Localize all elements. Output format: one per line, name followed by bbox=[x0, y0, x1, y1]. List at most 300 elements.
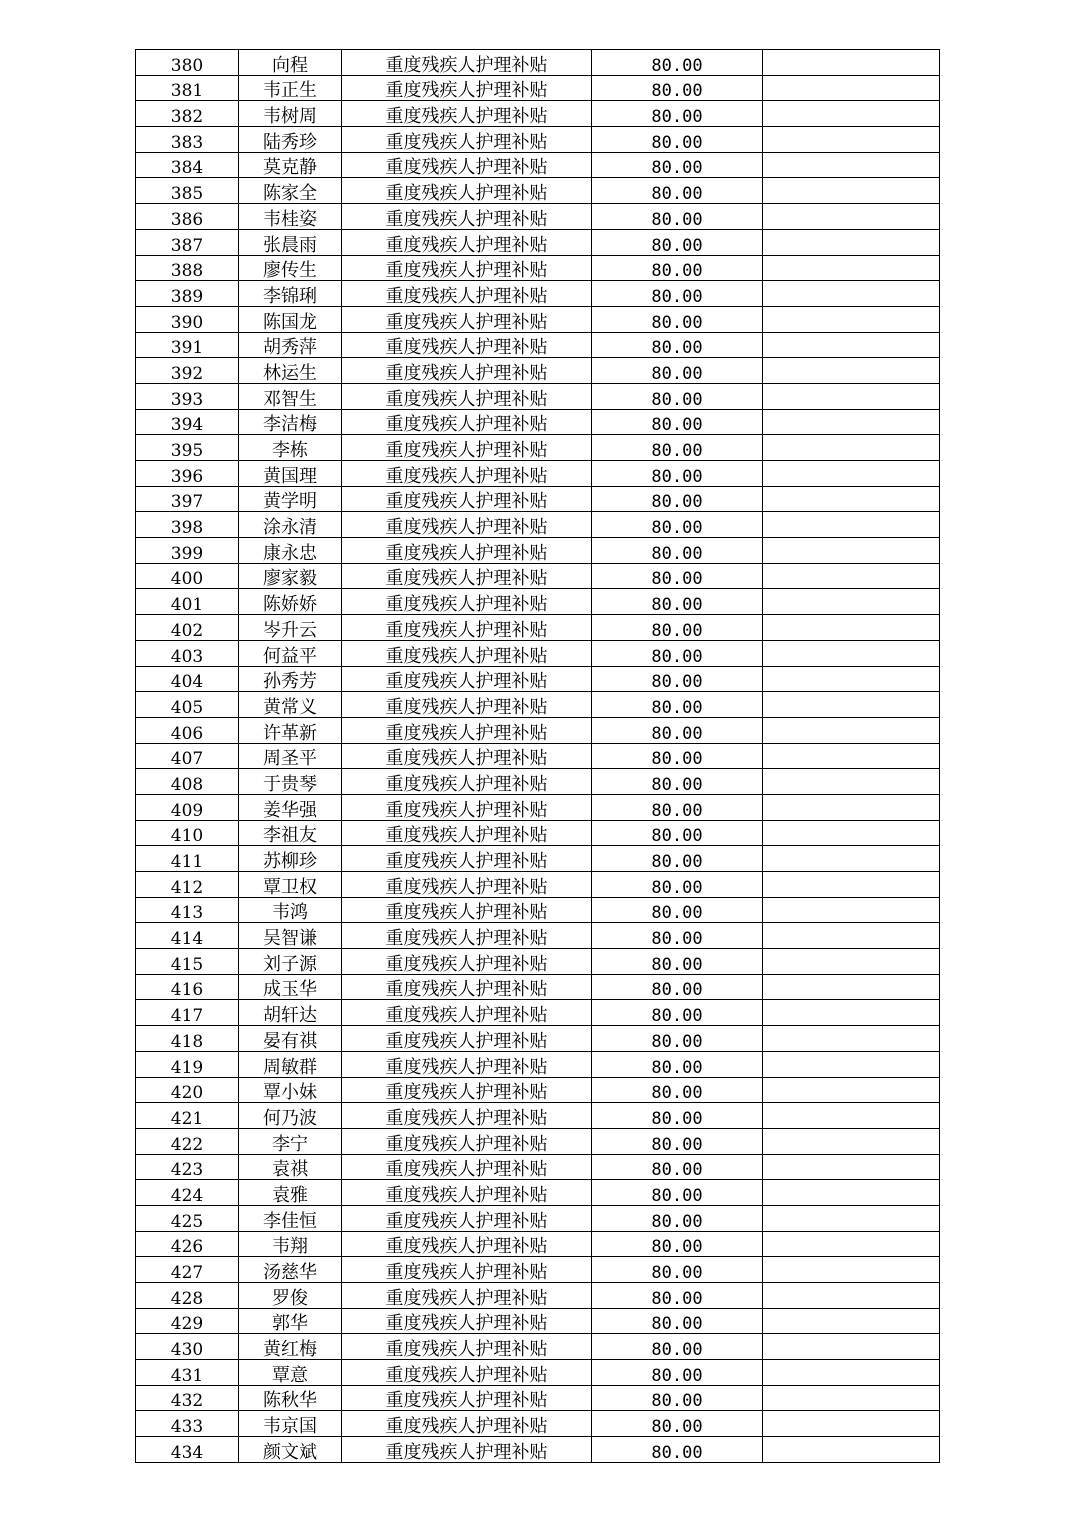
recipient-name-cell: 胡秀萍 bbox=[239, 332, 342, 358]
recipient-name-cell: 吴智谦 bbox=[239, 923, 342, 949]
row-number-cell: 419 bbox=[136, 1051, 239, 1077]
amount-cell: 80.00 bbox=[592, 1231, 763, 1257]
subsidy-table bbox=[135, 49, 940, 1463]
subsidy-type-cell: 重度残疾人护理补贴 bbox=[342, 1385, 592, 1411]
row-number-cell: 420 bbox=[136, 1077, 239, 1103]
table-row bbox=[136, 255, 940, 281]
row-number-cell: 383 bbox=[136, 127, 239, 153]
recipient-name-cell: 韦树周 bbox=[239, 101, 342, 127]
note-cell bbox=[763, 461, 940, 487]
amount-cell: 80.00 bbox=[592, 1283, 763, 1309]
recipient-name-cell: 覃卫权 bbox=[239, 872, 342, 898]
subsidy-type-cell: 重度残疾人护理补贴 bbox=[342, 538, 592, 564]
subsidy-type-cell: 重度残疾人护理补贴 bbox=[342, 949, 592, 975]
row-number-cell: 431 bbox=[136, 1360, 239, 1386]
amount-cell: 80.00 bbox=[592, 615, 763, 641]
amount-cell: 80.00 bbox=[592, 897, 763, 923]
note-cell bbox=[763, 435, 940, 461]
recipient-name-cell: 胡轩达 bbox=[239, 1000, 342, 1026]
recipient-name-cell: 汤慈华 bbox=[239, 1257, 342, 1283]
recipient-name-cell: 许革新 bbox=[239, 717, 342, 743]
subsidy-type-cell: 重度残疾人护理补贴 bbox=[342, 512, 592, 538]
subsidy-type-cell: 重度残疾人护理补贴 bbox=[342, 1334, 592, 1360]
recipient-name-cell: 袁祺 bbox=[239, 1154, 342, 1180]
recipient-name-cell: 何益平 bbox=[239, 640, 342, 666]
subsidy-type-cell: 重度残疾人护理补贴 bbox=[342, 1231, 592, 1257]
subsidy-type-cell: 重度残疾人护理补贴 bbox=[342, 1283, 592, 1309]
table-row bbox=[136, 1051, 940, 1077]
subsidy-type-cell: 重度残疾人护理补贴 bbox=[342, 486, 592, 512]
table-row bbox=[136, 281, 940, 307]
row-number-cell: 385 bbox=[136, 178, 239, 204]
row-number-cell: 396 bbox=[136, 461, 239, 487]
amount-cell: 80.00 bbox=[592, 1437, 763, 1463]
table-row bbox=[136, 640, 940, 666]
note-cell bbox=[763, 949, 940, 975]
note-cell bbox=[763, 897, 940, 923]
note-cell bbox=[763, 794, 940, 820]
subsidy-type-cell: 重度残疾人护理补贴 bbox=[342, 717, 592, 743]
subsidy-type-cell: 重度残疾人护理补贴 bbox=[342, 1205, 592, 1231]
note-cell bbox=[763, 538, 940, 564]
row-number-cell: 429 bbox=[136, 1308, 239, 1334]
table-row bbox=[136, 1231, 940, 1257]
recipient-name-cell: 李宁 bbox=[239, 1128, 342, 1154]
note-cell bbox=[763, 1360, 940, 1386]
amount-cell: 80.00 bbox=[592, 178, 763, 204]
amount-cell: 80.00 bbox=[592, 949, 763, 975]
table-row bbox=[136, 178, 940, 204]
row-number-cell: 402 bbox=[136, 615, 239, 641]
note-cell bbox=[763, 769, 940, 795]
recipient-name-cell: 袁雅 bbox=[239, 1180, 342, 1206]
note-cell bbox=[763, 1051, 940, 1077]
amount-cell: 80.00 bbox=[592, 717, 763, 743]
table-row bbox=[136, 75, 940, 101]
table-row bbox=[136, 1103, 940, 1129]
note-cell bbox=[763, 1411, 940, 1437]
row-number-cell: 427 bbox=[136, 1257, 239, 1283]
recipient-name-cell: 姜华强 bbox=[239, 794, 342, 820]
recipient-name-cell: 于贵琴 bbox=[239, 769, 342, 795]
row-number-cell: 407 bbox=[136, 743, 239, 769]
subsidy-type-cell: 重度残疾人护理补贴 bbox=[342, 666, 592, 692]
note-cell bbox=[763, 1231, 940, 1257]
note-cell bbox=[763, 1283, 940, 1309]
subsidy-type-cell: 重度残疾人护理补贴 bbox=[342, 897, 592, 923]
note-cell bbox=[763, 1308, 940, 1334]
row-number-cell: 408 bbox=[136, 769, 239, 795]
table-row bbox=[136, 152, 940, 178]
note-cell bbox=[763, 1437, 940, 1463]
subsidy-type-cell: 重度残疾人护理补贴 bbox=[342, 846, 592, 872]
subsidy-type-cell: 重度残疾人护理补贴 bbox=[342, 229, 592, 255]
recipient-name-cell: 郭华 bbox=[239, 1308, 342, 1334]
note-cell bbox=[763, 101, 940, 127]
amount-cell: 80.00 bbox=[592, 75, 763, 101]
note-cell bbox=[763, 204, 940, 230]
table-row bbox=[136, 229, 940, 255]
row-number-cell: 381 bbox=[136, 75, 239, 101]
row-number-cell: 394 bbox=[136, 409, 239, 435]
recipient-name-cell: 李锦琍 bbox=[239, 281, 342, 307]
note-cell bbox=[763, 1103, 940, 1129]
amount-cell: 80.00 bbox=[592, 743, 763, 769]
row-number-cell: 433 bbox=[136, 1411, 239, 1437]
amount-cell: 80.00 bbox=[592, 820, 763, 846]
recipient-name-cell: 陈秋华 bbox=[239, 1385, 342, 1411]
subsidy-type-cell: 重度残疾人护理补贴 bbox=[342, 589, 592, 615]
table-row bbox=[136, 563, 940, 589]
row-number-cell: 434 bbox=[136, 1437, 239, 1463]
row-number-cell: 400 bbox=[136, 563, 239, 589]
table-row bbox=[136, 358, 940, 384]
table-row bbox=[136, 1077, 940, 1103]
note-cell bbox=[763, 666, 940, 692]
note-cell bbox=[763, 717, 940, 743]
subsidy-type-cell: 重度残疾人护理补贴 bbox=[342, 435, 592, 461]
table-row bbox=[136, 794, 940, 820]
recipient-name-cell: 苏柳珍 bbox=[239, 846, 342, 872]
recipient-name-cell: 黄国理 bbox=[239, 461, 342, 487]
recipient-name-cell: 廖传生 bbox=[239, 255, 342, 281]
row-number-cell: 417 bbox=[136, 1000, 239, 1026]
note-cell bbox=[763, 152, 940, 178]
table-row bbox=[136, 538, 940, 564]
table-row bbox=[136, 589, 940, 615]
recipient-name-cell: 韦翔 bbox=[239, 1231, 342, 1257]
amount-cell: 80.00 bbox=[592, 281, 763, 307]
subsidy-type-cell: 重度残疾人护理补贴 bbox=[342, 1000, 592, 1026]
subsidy-type-cell: 重度残疾人护理补贴 bbox=[342, 1077, 592, 1103]
note-cell bbox=[763, 306, 940, 332]
table-row bbox=[136, 666, 940, 692]
table-row bbox=[136, 743, 940, 769]
table-row bbox=[136, 101, 940, 127]
amount-cell: 80.00 bbox=[592, 1205, 763, 1231]
subsidy-type-cell: 重度残疾人护理补贴 bbox=[342, 769, 592, 795]
row-number-cell: 415 bbox=[136, 949, 239, 975]
table-row bbox=[136, 1283, 940, 1309]
row-number-cell: 389 bbox=[136, 281, 239, 307]
recipient-name-cell: 黄学明 bbox=[239, 486, 342, 512]
note-cell bbox=[763, 923, 940, 949]
amount-cell: 80.00 bbox=[592, 204, 763, 230]
amount-cell: 80.00 bbox=[592, 923, 763, 949]
subsidy-type-cell: 重度残疾人护理补贴 bbox=[342, 974, 592, 1000]
subsidy-type-cell: 重度残疾人护理补贴 bbox=[342, 1360, 592, 1386]
amount-cell: 80.00 bbox=[592, 1026, 763, 1052]
subsidy-type-cell: 重度残疾人护理补贴 bbox=[342, 1026, 592, 1052]
note-cell bbox=[763, 1180, 940, 1206]
row-number-cell: 405 bbox=[136, 692, 239, 718]
table-row bbox=[136, 615, 940, 641]
amount-cell: 80.00 bbox=[592, 589, 763, 615]
recipient-name-cell: 李佳恒 bbox=[239, 1205, 342, 1231]
recipient-name-cell: 颜文斌 bbox=[239, 1437, 342, 1463]
table-row bbox=[136, 1205, 940, 1231]
row-number-cell: 426 bbox=[136, 1231, 239, 1257]
subsidy-type-cell: 重度残疾人护理补贴 bbox=[342, 563, 592, 589]
amount-cell: 80.00 bbox=[592, 563, 763, 589]
table-row bbox=[136, 1411, 940, 1437]
table-row bbox=[136, 435, 940, 461]
amount-cell: 80.00 bbox=[592, 127, 763, 153]
note-cell bbox=[763, 1205, 940, 1231]
note-cell bbox=[763, 409, 940, 435]
note-cell bbox=[763, 692, 940, 718]
note-cell bbox=[763, 640, 940, 666]
row-number-cell: 393 bbox=[136, 383, 239, 409]
recipient-name-cell: 陆秀珍 bbox=[239, 127, 342, 153]
row-number-cell: 390 bbox=[136, 306, 239, 332]
table-row bbox=[136, 1026, 940, 1052]
subsidy-type-cell: 重度残疾人护理补贴 bbox=[342, 1154, 592, 1180]
row-number-cell: 380 bbox=[136, 50, 239, 76]
subsidy-type-cell: 重度残疾人护理补贴 bbox=[342, 383, 592, 409]
recipient-name-cell: 岑升云 bbox=[239, 615, 342, 641]
table-row bbox=[136, 409, 940, 435]
note-cell bbox=[763, 486, 940, 512]
amount-cell: 80.00 bbox=[592, 1128, 763, 1154]
amount-cell: 80.00 bbox=[592, 1103, 763, 1129]
subsidy-type-cell: 重度残疾人护理补贴 bbox=[342, 615, 592, 641]
note-cell bbox=[763, 1154, 940, 1180]
table-row bbox=[136, 1154, 940, 1180]
row-number-cell: 430 bbox=[136, 1334, 239, 1360]
subsidy-type-cell: 重度残疾人护理补贴 bbox=[342, 204, 592, 230]
recipient-name-cell: 张晨雨 bbox=[239, 229, 342, 255]
recipient-name-cell: 涂永清 bbox=[239, 512, 342, 538]
amount-cell: 80.00 bbox=[592, 666, 763, 692]
amount-cell: 80.00 bbox=[592, 486, 763, 512]
recipient-name-cell: 李洁梅 bbox=[239, 409, 342, 435]
table-row bbox=[136, 50, 940, 76]
subsidy-type-cell: 重度残疾人护理补贴 bbox=[342, 1051, 592, 1077]
row-number-cell: 386 bbox=[136, 204, 239, 230]
row-number-cell: 401 bbox=[136, 589, 239, 615]
row-number-cell: 392 bbox=[136, 358, 239, 384]
recipient-name-cell: 韦鸿 bbox=[239, 897, 342, 923]
amount-cell: 80.00 bbox=[592, 255, 763, 281]
recipient-name-cell: 陈国龙 bbox=[239, 306, 342, 332]
table-row bbox=[136, 512, 940, 538]
note-cell bbox=[763, 872, 940, 898]
subsidy-type-cell: 重度残疾人护理补贴 bbox=[342, 101, 592, 127]
row-number-cell: 399 bbox=[136, 538, 239, 564]
amount-cell: 80.00 bbox=[592, 1308, 763, 1334]
row-number-cell: 388 bbox=[136, 255, 239, 281]
table-row bbox=[136, 306, 940, 332]
table-row bbox=[136, 1257, 940, 1283]
subsidy-type-cell: 重度残疾人护理补贴 bbox=[342, 1128, 592, 1154]
subsidy-type-cell: 重度残疾人护理补贴 bbox=[342, 872, 592, 898]
row-number-cell: 423 bbox=[136, 1154, 239, 1180]
subsidy-type-cell: 重度残疾人护理补贴 bbox=[342, 692, 592, 718]
note-cell bbox=[763, 846, 940, 872]
recipient-name-cell: 韦正生 bbox=[239, 75, 342, 101]
amount-cell: 80.00 bbox=[592, 461, 763, 487]
table-row bbox=[136, 923, 940, 949]
row-number-cell: 416 bbox=[136, 974, 239, 1000]
note-cell bbox=[763, 512, 940, 538]
amount-cell: 80.00 bbox=[592, 512, 763, 538]
table-row bbox=[136, 1360, 940, 1386]
table-row bbox=[136, 1385, 940, 1411]
table-row bbox=[136, 1334, 940, 1360]
amount-cell: 80.00 bbox=[592, 332, 763, 358]
row-number-cell: 398 bbox=[136, 512, 239, 538]
subsidy-type-cell: 重度残疾人护理补贴 bbox=[342, 75, 592, 101]
note-cell bbox=[763, 358, 940, 384]
amount-cell: 80.00 bbox=[592, 1077, 763, 1103]
amount-cell: 80.00 bbox=[592, 383, 763, 409]
amount-cell: 80.00 bbox=[592, 1051, 763, 1077]
subsidy-type-cell: 重度残疾人护理补贴 bbox=[342, 409, 592, 435]
recipient-name-cell: 陈家全 bbox=[239, 178, 342, 204]
recipient-name-cell: 周敏群 bbox=[239, 1051, 342, 1077]
subsidy-type-cell: 重度残疾人护理补贴 bbox=[342, 255, 592, 281]
table-row bbox=[136, 872, 940, 898]
amount-cell: 80.00 bbox=[592, 1257, 763, 1283]
subsidy-type-cell: 重度残疾人护理补贴 bbox=[342, 281, 592, 307]
recipient-name-cell: 成玉华 bbox=[239, 974, 342, 1000]
recipient-name-cell: 晏有祺 bbox=[239, 1026, 342, 1052]
amount-cell: 80.00 bbox=[592, 872, 763, 898]
amount-cell: 80.00 bbox=[592, 1385, 763, 1411]
row-number-cell: 406 bbox=[136, 717, 239, 743]
table-row bbox=[136, 486, 940, 512]
recipient-name-cell: 莫克静 bbox=[239, 152, 342, 178]
table-row bbox=[136, 820, 940, 846]
recipient-name-cell: 周圣平 bbox=[239, 743, 342, 769]
row-number-cell: 425 bbox=[136, 1205, 239, 1231]
subsidy-type-cell: 重度残疾人护理补贴 bbox=[342, 358, 592, 384]
subsidy-type-cell: 重度残疾人护理补贴 bbox=[342, 1437, 592, 1463]
recipient-name-cell: 康永忠 bbox=[239, 538, 342, 564]
row-number-cell: 384 bbox=[136, 152, 239, 178]
note-cell bbox=[763, 1257, 940, 1283]
note-cell bbox=[763, 178, 940, 204]
recipient-name-cell: 黄红梅 bbox=[239, 1334, 342, 1360]
row-number-cell: 382 bbox=[136, 101, 239, 127]
amount-cell: 80.00 bbox=[592, 846, 763, 872]
subsidy-type-cell: 重度残疾人护理补贴 bbox=[342, 178, 592, 204]
subsidy-type-cell: 重度残疾人护理补贴 bbox=[342, 1180, 592, 1206]
recipient-name-cell: 刘子源 bbox=[239, 949, 342, 975]
note-cell bbox=[763, 974, 940, 1000]
note-cell bbox=[763, 1000, 940, 1026]
note-cell bbox=[763, 589, 940, 615]
subsidy-table-body bbox=[136, 50, 940, 1463]
row-number-cell: 413 bbox=[136, 897, 239, 923]
row-number-cell: 414 bbox=[136, 923, 239, 949]
recipient-name-cell: 黄常义 bbox=[239, 692, 342, 718]
table-row bbox=[136, 1308, 940, 1334]
recipient-name-cell: 李祖友 bbox=[239, 820, 342, 846]
row-number-cell: 404 bbox=[136, 666, 239, 692]
subsidy-type-cell: 重度残疾人护理补贴 bbox=[342, 1411, 592, 1437]
table-row bbox=[136, 1128, 940, 1154]
amount-cell: 80.00 bbox=[592, 1154, 763, 1180]
note-cell bbox=[763, 255, 940, 281]
note-cell bbox=[763, 1334, 940, 1360]
note-cell bbox=[763, 383, 940, 409]
table-row bbox=[136, 949, 940, 975]
recipient-name-cell: 李栋 bbox=[239, 435, 342, 461]
table-row bbox=[136, 846, 940, 872]
amount-cell: 80.00 bbox=[592, 409, 763, 435]
table-row bbox=[136, 127, 940, 153]
table-row bbox=[136, 974, 940, 1000]
subsidy-type-cell: 重度残疾人护理补贴 bbox=[342, 923, 592, 949]
row-number-cell: 395 bbox=[136, 435, 239, 461]
table-row bbox=[136, 461, 940, 487]
amount-cell: 80.00 bbox=[592, 306, 763, 332]
amount-cell: 80.00 bbox=[592, 974, 763, 1000]
note-cell bbox=[763, 75, 940, 101]
recipient-name-cell: 邓智生 bbox=[239, 383, 342, 409]
note-cell bbox=[763, 563, 940, 589]
amount-cell: 80.00 bbox=[592, 640, 763, 666]
recipient-name-cell: 韦京国 bbox=[239, 1411, 342, 1437]
note-cell bbox=[763, 332, 940, 358]
subsidy-type-cell: 重度残疾人护理补贴 bbox=[342, 461, 592, 487]
row-number-cell: 411 bbox=[136, 846, 239, 872]
amount-cell: 80.00 bbox=[592, 1000, 763, 1026]
row-number-cell: 409 bbox=[136, 794, 239, 820]
recipient-name-cell: 陈娇娇 bbox=[239, 589, 342, 615]
amount-cell: 80.00 bbox=[592, 435, 763, 461]
note-cell bbox=[763, 127, 940, 153]
subsidy-type-cell: 重度残疾人护理补贴 bbox=[342, 1308, 592, 1334]
row-number-cell: 421 bbox=[136, 1103, 239, 1129]
recipient-name-cell: 廖家毅 bbox=[239, 563, 342, 589]
amount-cell: 80.00 bbox=[592, 1334, 763, 1360]
recipient-name-cell: 何乃波 bbox=[239, 1103, 342, 1129]
amount-cell: 80.00 bbox=[592, 101, 763, 127]
subsidy-type-cell: 重度残疾人护理补贴 bbox=[342, 640, 592, 666]
row-number-cell: 412 bbox=[136, 872, 239, 898]
subsidy-type-cell: 重度残疾人护理补贴 bbox=[342, 820, 592, 846]
table-row bbox=[136, 1437, 940, 1463]
amount-cell: 80.00 bbox=[592, 1411, 763, 1437]
note-cell bbox=[763, 743, 940, 769]
row-number-cell: 428 bbox=[136, 1283, 239, 1309]
note-cell bbox=[763, 1026, 940, 1052]
row-number-cell: 424 bbox=[136, 1180, 239, 1206]
note-cell bbox=[763, 281, 940, 307]
table-row bbox=[136, 717, 940, 743]
subsidy-type-cell: 重度残疾人护理补贴 bbox=[342, 1257, 592, 1283]
amount-cell: 80.00 bbox=[592, 538, 763, 564]
note-cell bbox=[763, 50, 940, 76]
table-row bbox=[136, 692, 940, 718]
subsidy-type-cell: 重度残疾人护理补贴 bbox=[342, 306, 592, 332]
recipient-name-cell: 林运生 bbox=[239, 358, 342, 384]
row-number-cell: 403 bbox=[136, 640, 239, 666]
amount-cell: 80.00 bbox=[592, 50, 763, 76]
amount-cell: 80.00 bbox=[592, 794, 763, 820]
note-cell bbox=[763, 1128, 940, 1154]
subsidy-type-cell: 重度残疾人护理补贴 bbox=[342, 332, 592, 358]
recipient-name-cell: 向程 bbox=[239, 50, 342, 76]
recipient-name-cell: 孙秀芳 bbox=[239, 666, 342, 692]
table-row bbox=[136, 332, 940, 358]
amount-cell: 80.00 bbox=[592, 152, 763, 178]
note-cell bbox=[763, 1385, 940, 1411]
subsidy-type-cell: 重度残疾人护理补贴 bbox=[342, 50, 592, 76]
